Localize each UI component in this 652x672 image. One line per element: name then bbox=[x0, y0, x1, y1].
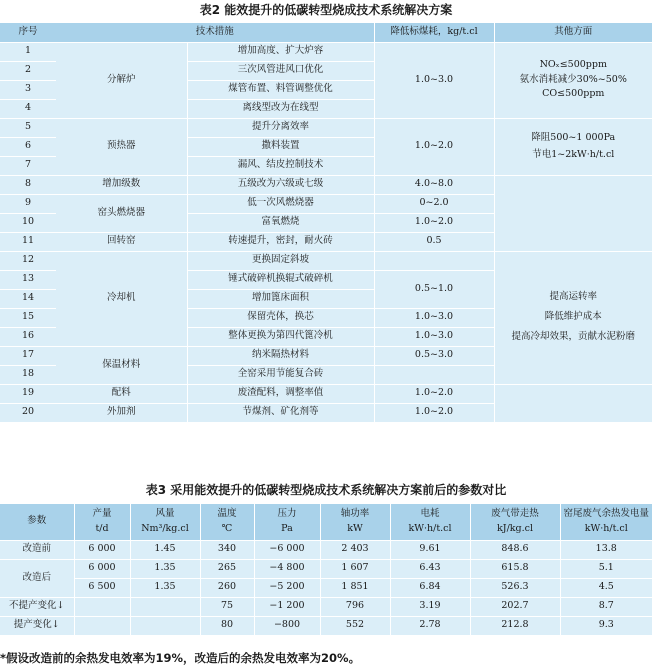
cell-temperature: 260 bbox=[200, 578, 254, 597]
other-line: 提高冷却效果，贡献水泥粉磨 bbox=[511, 330, 636, 342]
row-measure: 富氧燃烧 bbox=[187, 213, 374, 232]
row-group: 配料 bbox=[56, 384, 187, 403]
cell-exhaust-heat: 526.3 bbox=[470, 578, 560, 597]
row-reduction: 0~2.0 bbox=[374, 194, 494, 213]
row-group: 窑头燃烧器 bbox=[56, 194, 187, 232]
header-other: 其他方面 bbox=[494, 23, 652, 42]
table-row bbox=[0, 597, 652, 616]
table-row bbox=[0, 616, 652, 635]
header-unit: kJ/kg.cl bbox=[497, 522, 533, 534]
row-measure: 保留壳体，换芯 bbox=[187, 308, 374, 327]
header-name: 温度 bbox=[217, 507, 237, 519]
header-unit: ℃ bbox=[221, 522, 233, 534]
row-group: 分解炉 bbox=[56, 42, 187, 118]
cell-pressure: −4 800 bbox=[254, 559, 320, 578]
cell-pressure: −5 200 bbox=[254, 578, 320, 597]
row-group: 增加级数 bbox=[56, 175, 187, 194]
header-name: 轴功率 bbox=[340, 507, 370, 519]
row-measure: 撒料装置 bbox=[187, 137, 374, 156]
row-measure: 转速提升，密封，耐火砖 bbox=[187, 232, 374, 251]
row-no: 8 bbox=[0, 175, 56, 194]
cell-air-volume: 1.35 bbox=[130, 559, 200, 578]
row-reduction: 1.0~2.0 bbox=[374, 384, 494, 403]
table-row bbox=[0, 578, 652, 597]
table2 bbox=[0, 23, 652, 423]
table-row bbox=[0, 251, 652, 270]
other-line: 氨水消耗减少30%~50% bbox=[519, 73, 627, 85]
row-no: 13 bbox=[0, 270, 56, 289]
row-reduction bbox=[374, 365, 494, 384]
row-no: 16 bbox=[0, 327, 56, 346]
row-measure: 废渣配料，调整率值 bbox=[187, 384, 374, 403]
header-measure: 技术措施 bbox=[56, 23, 374, 42]
table-row bbox=[0, 118, 652, 137]
header-temperature bbox=[200, 504, 254, 540]
row-other bbox=[494, 118, 652, 175]
row-measure: 离线型改为在线型 bbox=[187, 99, 374, 118]
other-line: 降低维护成本 bbox=[544, 311, 602, 323]
cell-waste-heat-power: 8.7 bbox=[560, 597, 652, 616]
table-row bbox=[0, 384, 652, 403]
other-line: 提高运转率 bbox=[549, 291, 598, 303]
row-no: 4 bbox=[0, 99, 56, 118]
header-unit: t/d bbox=[95, 522, 109, 534]
row-other bbox=[494, 384, 652, 422]
row-no: 10 bbox=[0, 213, 56, 232]
table-row bbox=[0, 559, 652, 578]
row-group: 外加剂 bbox=[56, 403, 187, 422]
cell-shaft-power: 2 403 bbox=[320, 540, 390, 559]
cell-output bbox=[74, 616, 130, 635]
row-measure: 节煤剂、矿化剂等 bbox=[187, 403, 374, 422]
row-no: 9 bbox=[0, 194, 56, 213]
table2-title: 表2 能效提升的低碳转型烧成技术系统解决方案 bbox=[199, 3, 453, 17]
header-pressure bbox=[254, 504, 320, 540]
header-name: 风量 bbox=[155, 507, 175, 519]
table3 bbox=[0, 504, 652, 636]
row-reduction: 0.5~3.0 bbox=[374, 346, 494, 365]
table3-header-row bbox=[0, 504, 652, 540]
table3-title: 表3 采用能效提升的低碳转型烧成技术系统解决方案前后的参数对比 bbox=[145, 483, 507, 497]
row-measure: 低一次风燃烧器 bbox=[187, 194, 374, 213]
cell-exhaust-heat: 848.6 bbox=[470, 540, 560, 559]
row-label: 提产变化↓ bbox=[0, 616, 74, 635]
row-no: 7 bbox=[0, 156, 56, 175]
cell-air-volume bbox=[130, 616, 200, 635]
cell-temperature: 340 bbox=[200, 540, 254, 559]
header-air-volume bbox=[130, 504, 200, 540]
cell-output: 6 000 bbox=[74, 540, 130, 559]
row-label: 改造前 bbox=[0, 540, 74, 559]
cell-power-consumption: 3.19 bbox=[390, 597, 470, 616]
row-measure: 纳米隔热材料 bbox=[187, 346, 374, 365]
cell-waste-heat-power: 13.8 bbox=[560, 540, 652, 559]
row-group: 回转窑 bbox=[56, 232, 187, 251]
header-unit: kW bbox=[347, 522, 363, 534]
row-no: 20 bbox=[0, 403, 56, 422]
cell-output: 6 000 bbox=[74, 559, 130, 578]
row-no: 17 bbox=[0, 346, 56, 365]
row-measure: 煤管布置、料管调整优化 bbox=[187, 80, 374, 99]
row-reduction: 1.0~2.0 bbox=[374, 118, 494, 175]
row-measure: 三次风管进风口优化 bbox=[187, 61, 374, 80]
header-name: 电耗 bbox=[420, 507, 440, 519]
cell-power-consumption: 2.78 bbox=[390, 616, 470, 635]
header-no: 序号 bbox=[0, 23, 56, 42]
cell-air-volume bbox=[130, 597, 200, 616]
cell-air-volume: 1.35 bbox=[130, 578, 200, 597]
cell-exhaust-heat: 212.8 bbox=[470, 616, 560, 635]
other-line: 节电1~2kW·h/t.cl bbox=[532, 148, 615, 160]
row-reduction: 1.0~3.0 bbox=[374, 308, 494, 327]
cell-output bbox=[74, 597, 130, 616]
header-unit: kW·h/t.cl bbox=[584, 522, 628, 534]
row-reduction: 1.0~3.0 bbox=[374, 42, 494, 118]
row-no: 11 bbox=[0, 232, 56, 251]
header-unit: Nm³/kg.cl bbox=[141, 522, 189, 534]
header-name: 产量 bbox=[92, 507, 112, 519]
table-row bbox=[0, 42, 652, 61]
header-waste-heat-power bbox=[560, 504, 652, 540]
cell-waste-heat-power: 5.1 bbox=[560, 559, 652, 578]
row-reduction: 0.5~1.0 bbox=[374, 270, 494, 308]
row-reduction: 1.0~3.0 bbox=[374, 327, 494, 346]
cell-exhaust-heat: 615.8 bbox=[470, 559, 560, 578]
header-shaft-power bbox=[320, 504, 390, 540]
header-name: 废气带走热 bbox=[491, 507, 539, 519]
row-no: 14 bbox=[0, 289, 56, 308]
header-coal-reduction: 降低标煤耗，kg/t.cl bbox=[374, 23, 494, 42]
cell-power-consumption: 6.84 bbox=[390, 578, 470, 597]
other-line: CO≤500ppm bbox=[542, 88, 605, 100]
row-no: 12 bbox=[0, 251, 56, 270]
row-measure: 增加篦床面积 bbox=[187, 289, 374, 308]
row-group: 预热器 bbox=[56, 118, 187, 175]
cell-air-volume: 1.45 bbox=[130, 540, 200, 559]
cell-output: 6 500 bbox=[74, 578, 130, 597]
cell-shaft-power: 1 607 bbox=[320, 559, 390, 578]
row-measure: 五级改为六级或七级 bbox=[187, 175, 374, 194]
row-no: 5 bbox=[0, 118, 56, 137]
row-measure: 提升分离效率 bbox=[187, 118, 374, 137]
row-reduction: 1.0~2.0 bbox=[374, 403, 494, 422]
row-measure: 全窑采用节能复合砖 bbox=[187, 365, 374, 384]
other-line: NOₓ≤500ppm bbox=[539, 58, 607, 70]
row-reduction: 0.5 bbox=[374, 232, 494, 251]
footnote: *假设改造前的余热发电效率为19%，改造后的余热发电效率为20%。 bbox=[0, 651, 361, 665]
row-other bbox=[494, 251, 652, 384]
other-line: 降阻500~1 000Pa bbox=[531, 131, 616, 143]
row-measure: 锤式破碎机换辊式破碎机 bbox=[187, 270, 374, 289]
cell-waste-heat-power: 4.5 bbox=[560, 578, 652, 597]
row-reduction: 1.0~2.0 bbox=[374, 213, 494, 232]
cell-exhaust-heat: 202.7 bbox=[470, 597, 560, 616]
row-no: 3 bbox=[0, 80, 56, 99]
table-row bbox=[0, 175, 652, 194]
header-name: 压力 bbox=[277, 507, 297, 519]
row-label: 不提产变化↓ bbox=[0, 597, 74, 616]
row-no: 19 bbox=[0, 384, 56, 403]
header-param: 参数 bbox=[0, 504, 74, 540]
cell-pressure: −1 200 bbox=[254, 597, 320, 616]
header-unit: Pa bbox=[281, 522, 293, 534]
row-no: 2 bbox=[0, 61, 56, 80]
row-no: 18 bbox=[0, 365, 56, 384]
row-label: 改造后 bbox=[0, 559, 74, 597]
cell-temperature: 265 bbox=[200, 559, 254, 578]
cell-temperature: 75 bbox=[200, 597, 254, 616]
row-group: 冷却机 bbox=[56, 251, 187, 346]
row-measure: 更换固定斜坡 bbox=[187, 251, 374, 270]
table-row bbox=[0, 540, 652, 559]
cell-power-consumption: 9.61 bbox=[390, 540, 470, 559]
cell-temperature: 80 bbox=[200, 616, 254, 635]
header-exhaust-heat bbox=[470, 504, 560, 540]
cell-shaft-power: 796 bbox=[320, 597, 390, 616]
cell-shaft-power: 552 bbox=[320, 616, 390, 635]
row-no: 1 bbox=[0, 42, 56, 61]
cell-shaft-power: 1 851 bbox=[320, 578, 390, 597]
row-no: 15 bbox=[0, 308, 56, 327]
table2-header-row bbox=[0, 23, 652, 42]
cell-waste-heat-power: 9.3 bbox=[560, 616, 652, 635]
header-unit: kW·h/t.cl bbox=[408, 522, 452, 534]
cell-pressure: −800 bbox=[254, 616, 320, 635]
header-name: 窑尾废气余热发电量 bbox=[563, 507, 649, 519]
cell-power-consumption: 6.43 bbox=[390, 559, 470, 578]
row-other bbox=[494, 175, 652, 251]
row-measure: 增加高度、扩大炉容 bbox=[187, 42, 374, 61]
header-power-consumption bbox=[390, 504, 470, 540]
row-reduction bbox=[374, 251, 494, 270]
row-measure: 整体更换为第四代篦冷机 bbox=[187, 327, 374, 346]
row-other bbox=[494, 42, 652, 118]
header-output bbox=[74, 504, 130, 540]
row-no: 6 bbox=[0, 137, 56, 156]
row-measure: 漏风、结皮控制技术 bbox=[187, 156, 374, 175]
row-reduction: 4.0~8.0 bbox=[374, 175, 494, 194]
cell-pressure: −6 000 bbox=[254, 540, 320, 559]
row-group: 保温材料 bbox=[56, 346, 187, 384]
